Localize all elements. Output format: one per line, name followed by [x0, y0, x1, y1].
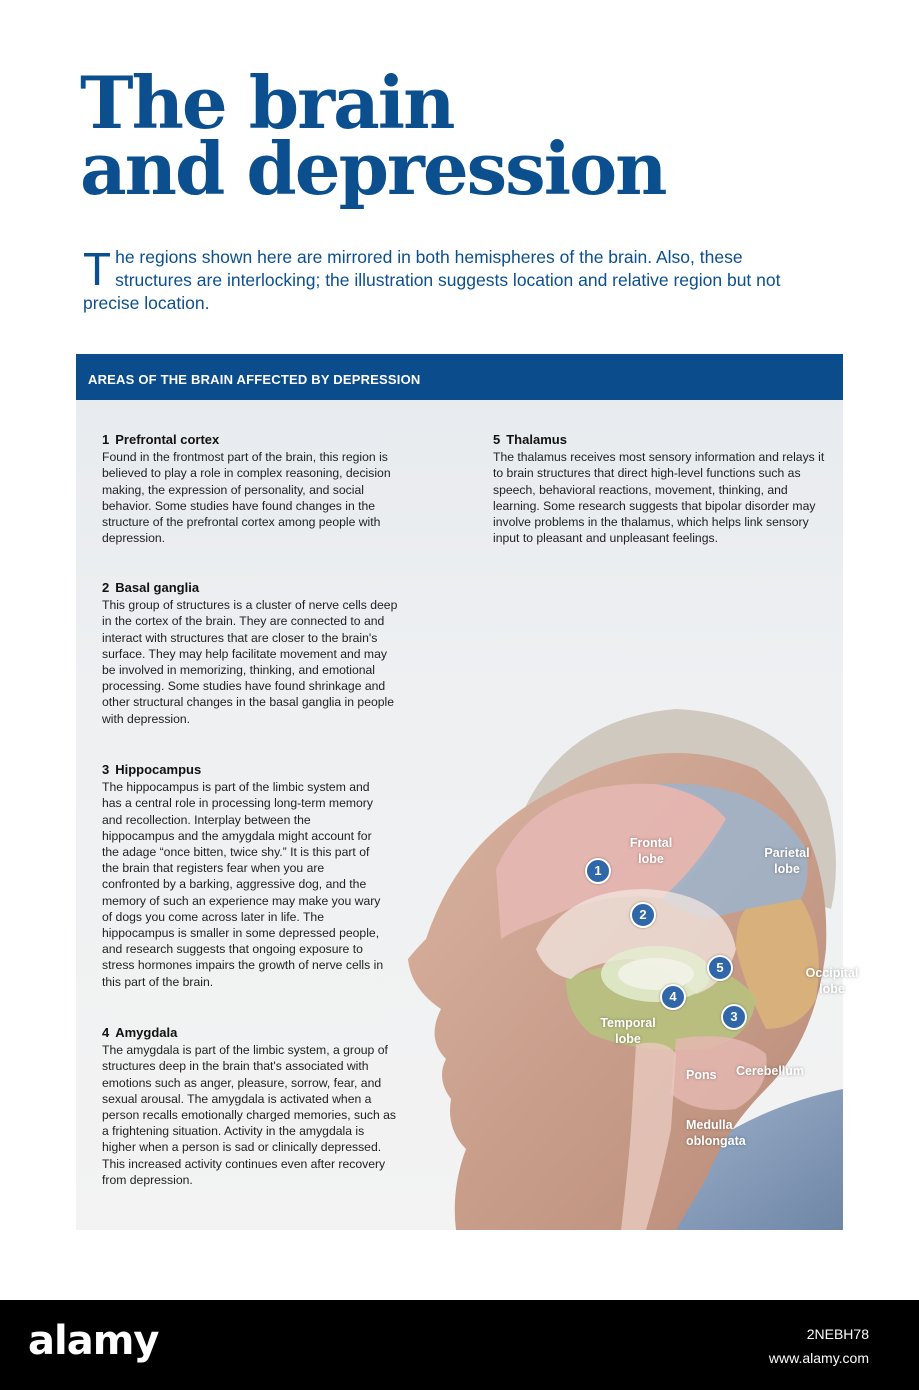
- label-frontal-lobe: Frontal lobe: [629, 836, 673, 866]
- section-heading: [102, 762, 384, 778]
- section-hippocampus: [102, 762, 384, 990]
- marker-5: 5: [707, 955, 733, 981]
- section-body: The hippocampus is part of the limbic system and has a central role in processing long-term memory and recollection. Interplay between the hippocampus and the amygdala might account for the adage “once bitten, twice shy.” It is this part of the brain that registers fear when you are confronted by a barking, aggressive dog, and the memory of such an experience may make you wary of dogs you come across later in life. The hippocampus is smaller in some depressed people, and research suggests that ongoing exposure to stress hormones impairs the growth of nerve cells in this part of the brain.: [102, 780, 384, 989]
- panel-header: [76, 354, 843, 400]
- head-and-brain-drawing: [406, 709, 843, 1230]
- section-title: Hippocampus: [115, 762, 202, 777]
- section-prefrontal-cortex: [102, 432, 412, 546]
- label-temporal-lobe: Temporal lobe: [600, 1016, 656, 1046]
- alamy-logo: alamy: [28, 1318, 159, 1364]
- page-title: [80, 60, 666, 211]
- section-heading: [102, 580, 402, 596]
- label-occipital-lobe: Occipital lobe: [805, 966, 859, 996]
- title-line-2: and depression: [80, 126, 666, 211]
- label-medulla-oblongata: Medulla oblongata: [686, 1118, 746, 1148]
- section-body: The thalamus receives most sensory information and relays it to brain structures that direct high-level functions such as speech, behavioral reactions, movement, thinking, and learning. Some research suggests that bipolar disorder may involve problems in the thalamus, which helps link sensory input to pleasant and unpleasant feelings.: [493, 450, 825, 546]
- thalamus-inner: [618, 958, 694, 990]
- brain-areas-panel: [76, 354, 859, 1230]
- intro-paragraph: [83, 243, 823, 315]
- section-number: 1: [102, 432, 110, 447]
- section-amygdala: [102, 1025, 397, 1188]
- footer-bar: [0, 1300, 919, 1390]
- image-id: 2NEBH78: [806, 1326, 869, 1342]
- section-number: 4: [102, 1025, 110, 1040]
- intro-text: he regions shown here are mirrored in both hemispheres of the brain. Also, these structures are interlocking; the illustration suggests location and relative region but not precise location.: [83, 247, 781, 313]
- section-heading: [102, 432, 412, 448]
- section-title: Prefrontal cortex: [115, 432, 220, 447]
- label-parietal-lobe: Parietal lobe: [764, 846, 810, 876]
- brain-illustration: [406, 709, 859, 1230]
- intro-dropcap: T: [83, 243, 112, 295]
- section-number: 2: [102, 580, 110, 595]
- section-number: 5: [493, 432, 501, 447]
- label-cerebellum: Cerebellum: [735, 1064, 805, 1078]
- marker-3: 3: [721, 1004, 747, 1030]
- title-line-1: The brain: [80, 60, 454, 145]
- marker-2: 2: [630, 902, 656, 928]
- marker-1: 1: [585, 858, 611, 884]
- label-pons: Pons: [686, 1068, 717, 1082]
- section-basal-ganglia: [102, 580, 402, 727]
- panel-header-title: AREAS OF THE BRAIN AFFECTED BY DEPRESSION: [88, 372, 421, 387]
- section-body: The amygdala is part of the limbic system, a group of structures deep in the brain that's associated with emotions such as anger, pleasure, sorrow, fear, and sexual arousal. The amygdala is activated when a person recalls emotionally charged memories, such as a frightening situation. Activity in the amygdala is higher when a person is sad or clinically depressed. This increased activity continues even after recovery from depression.: [102, 1043, 396, 1187]
- marker-4: 4: [660, 984, 686, 1010]
- section-title: Thalamus: [506, 432, 567, 447]
- section-heading: [493, 432, 828, 448]
- section-body: This group of structures is a cluster of nerve cells deep in the cortex of the brain. They are connected to and interact with structures that are closer to the brain's surface. They may help facilitate movement and may be involved in memorizing, thinking, and emotional processing. Some studies have found shrinkage and other structural changes in the basal ganglia in people with depression.: [102, 598, 398, 726]
- section-title: Basal ganglia: [115, 580, 200, 595]
- section-title: Amygdala: [115, 1025, 178, 1040]
- section-heading: [102, 1025, 397, 1041]
- section-body: Found in the frontmost part of the brain, this region is believed to play a role in complex reasoning, decision making, the expression of personality, and social behavior. Some studies have found changes in the structure of the prefrontal cortex among people with depression.: [102, 450, 391, 546]
- section-thalamus: [493, 432, 828, 546]
- footer-url: www.alamy.com: [768, 1350, 869, 1366]
- section-number: 3: [102, 762, 110, 777]
